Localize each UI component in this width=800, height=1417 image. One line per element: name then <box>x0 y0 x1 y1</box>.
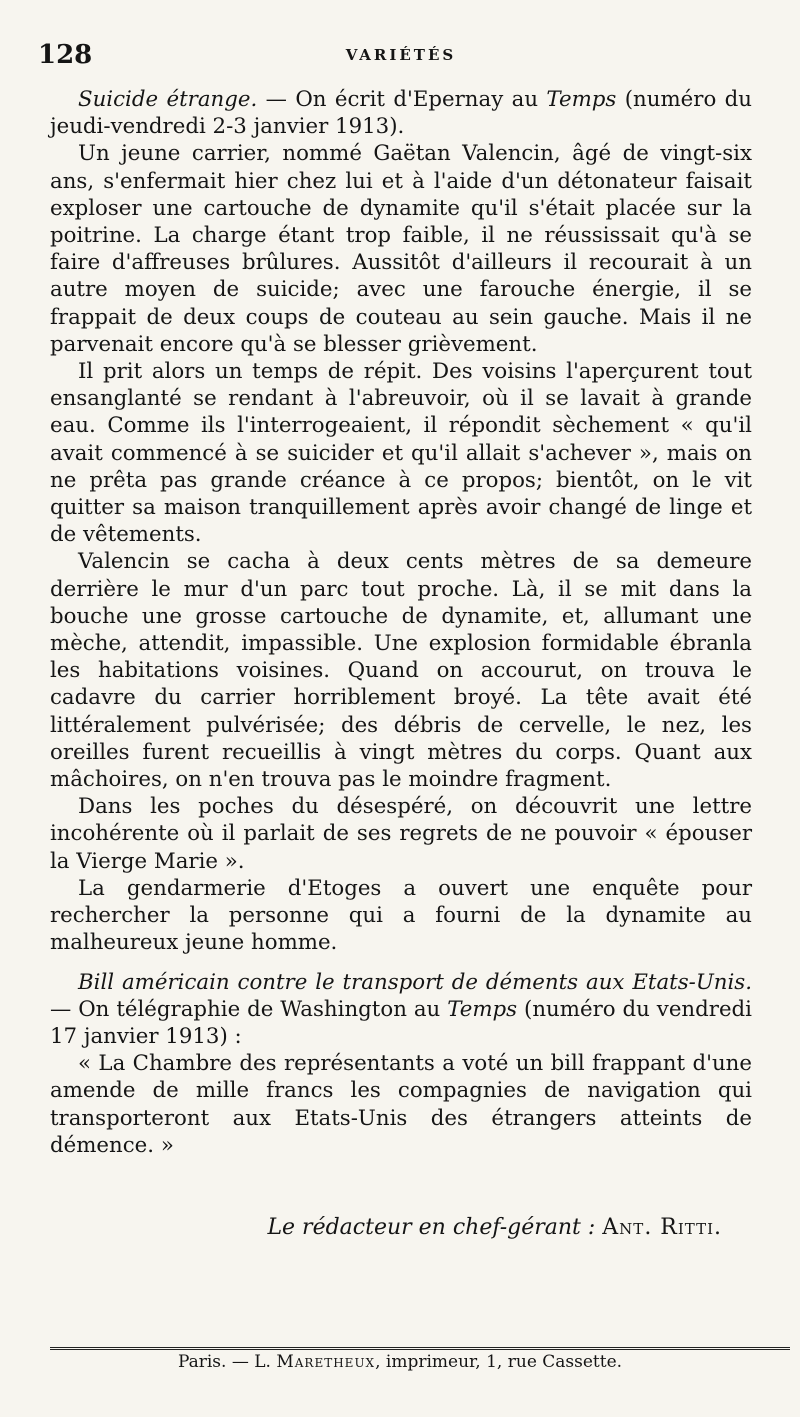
section-gap <box>50 957 752 969</box>
body-text <box>50 86 752 1159</box>
article-suicide-intro <box>50 86 752 140</box>
paragraph: Dans les poches du désespéré, on découvrit une lettre incohérente où il parlait de ses regrets de ne pouvoir « épouser la Vierge Marie ». <box>50 794 752 874</box>
page-header <box>38 40 752 86</box>
intro-date: (numéro du jeudi-vendredi 2-3 janvier 1913). <box>50 87 753 140</box>
imprint <box>0 1352 800 1372</box>
article-title: Bill américain contre le transport de déments aux Etats-Unis. <box>78 969 752 995</box>
article-bill-intro <box>50 969 752 1051</box>
signature <box>50 1215 752 1240</box>
intro-date: (numéro du vendredi 17 janvier 1913) : <box>50 996 752 1049</box>
paragraph: La gendarmerie d'Etoges a ouvert une enquête pour rechercher la personne qui a fourni de la dynamite au malheureux jeune homme. <box>50 875 752 956</box>
signature-name: Ant. Ritti. <box>602 1214 722 1240</box>
imprint-city: Paris. — L. <box>177 1352 277 1372</box>
paragraph: Un jeune carrier, nommé Gaëtan Valencin, âgé de vingt-six ans, s'enfermait hier chez lui et à l'aide d'un détonateur faisait exploser une cartouche de dynamite qu'il s'était placée sur la poitrine. La charge étant trop faible, il ne réussissait qu'à se faire d'affreuses brûlures. Aussitôt d'ailleurs il recourait à un autre moyen de suicide; avec une farouche énergie, il se frappait de deux coups de couteau au sein gauche. Mais il ne parvenait encore qu'à se blesser grièvement. <box>50 141 752 357</box>
intro-text: — On écrit d'Epernay au <box>257 87 547 112</box>
signature-label: Le rédacteur en chef-gérant : <box>267 1214 596 1240</box>
newspaper-name: Temps <box>546 87 617 112</box>
paragraph: « La Chambre des représentants a voté un bill frappant d'une amende de mille francs les compagnies de navigation qui transporteront aux Etats-Unis des étrangers atteints de démence. » <box>50 1051 752 1158</box>
paragraph: Il prit alors un temps de répit. Des voisins l'aperçurent tout ensanglanté se rendant à l'abreuvoir, où il se lavait à grande eau. Comme ils l'interrogeaient, il répondit sèchement « qu'il avait commencé à se suicider et qu'il allait s'achever », mais on ne prêta pas grande créance à ce propos; bientôt, on le vit quitter sa maison tranquillement après avoir changé de linge et de vêtements. <box>50 359 752 548</box>
imprint-printer: Maretheux <box>276 1352 376 1372</box>
newspaper-name: Temps <box>447 996 518 1022</box>
running-head: VARIÉTÉS <box>345 46 457 64</box>
footer-rule <box>50 1347 790 1350</box>
paragraph: Valencin se cacha à deux cents mètres de sa demeure derrière le mur d'un parc tout proche. Là, il se mit dans la bouche une grosse cartouche de dynamite, et, allumant une mèche, attendit, impassible. Une explosion formidable ébranla les habitations voisines. Quand on accourut, on trouva le cadavre du carrier horriblement broyé. La tête avait été littéralement pulvérisée; des débris de cervelle, le nez, les oreilles furent recueillis à vingt mètres du corps. Quant aux mâchoires, on n'en trouva pas le moindre fragment. <box>50 549 752 793</box>
imprint-address: , imprimeur, 1, rue Cassette. <box>375 1352 623 1372</box>
intro-text: — On télégraphie de Washington au <box>50 996 448 1022</box>
article-title: Suicide étrange. <box>78 87 258 112</box>
page-number: 128 <box>38 40 93 70</box>
